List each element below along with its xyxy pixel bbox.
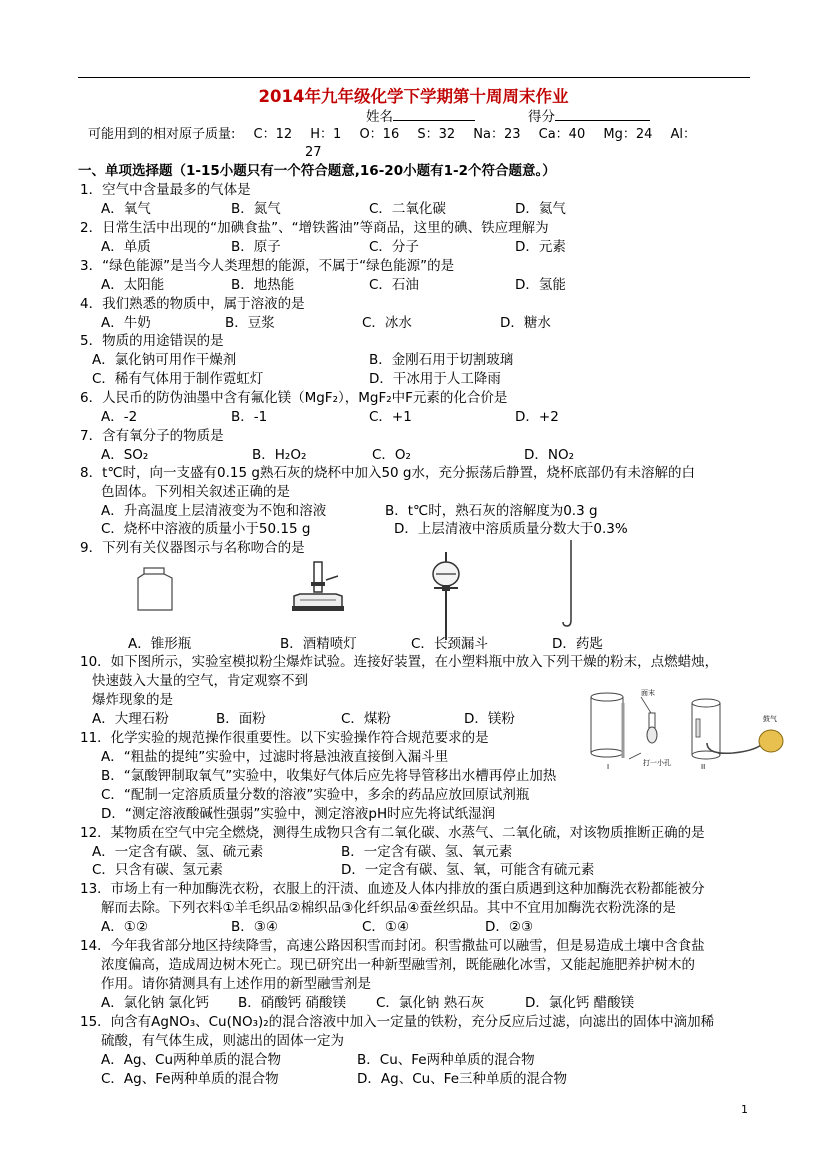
option-b: B．一定含有碳、氢、氧元素 [341,844,513,860]
section-heading: 一、单项选择题（1-15小题只有一个符合题意,16-20小题有1-2个符合题意。） [78,163,556,179]
option-a: A．锥形瓶 [128,636,192,652]
question-stem: 10．如下图所示，实验室模拟粉尘爆炸试验。连接好装置，在小塑料瓶中放入下列干燥的粉末，点燃蜡烛， [80,654,719,670]
option-d: D．NO₂ [524,447,575,463]
option-b: B．硝酸钙 硝酸镁 [238,995,347,1011]
option-b: B．t℃时，熟石灰的溶解度为0.3 g [385,503,598,519]
option-b: B．酒精喷灯 [280,636,357,652]
dust-explosion-figure [583,683,793,773]
option-d: D．药匙 [552,636,603,652]
figure-label-powder: 面末 [641,689,655,697]
option-c: C．O₂ [372,447,411,463]
header-rule [78,77,750,78]
option-a: A．大理石粉 [92,711,169,727]
option-b: B．面粉 [216,711,266,727]
option-c: C．稀有气体用于制作霓虹灯 [92,371,264,387]
question-stem-cont: 硫酸，有气体生成，则滤出的固体一定为 [101,1033,344,1049]
option-b: B．原子 [231,239,281,255]
option-b: B．③④ [231,919,278,935]
option-a: A．单质 [101,239,151,255]
option-d: D．②③ [485,919,534,935]
option-b: B．H₂O₂ [252,447,307,463]
name-field: 姓名 [366,107,475,126]
option-c: C．长颈漏斗 [411,636,488,652]
option-d: D．一定含有碳、氢、氧，可能含有硫元素 [341,862,595,878]
option-d: D．+2 [515,409,559,425]
question-stem: 4．我们熟悉的物质中，属于溶液的是 [80,296,305,312]
option-c: C．煤粉 [341,711,391,727]
option-a: A．Ag、Cu两种单质的混合物 [101,1052,282,1068]
option-c: C．冰水 [362,315,412,331]
question-stem-cont: 浓度偏高，造成周边树木死亡。现已研究出一种新型融雪剂，既能融化冰雪，又能起施肥养护树木的 [101,957,695,973]
option-d: D．氢能 [515,277,566,293]
atomic-masses-cont: 27 [305,145,322,160]
score-blank [555,107,650,121]
question-stem-cont: 爆炸现象的是 [92,692,173,708]
question-stem: 14．今年我省部分地区持续降雪，高速公路因积雪而封闭。积雪撒盐可以融雪，但是易造成土壤中含食盐 [80,938,705,954]
option-a: A．升高温度上层清液变为不饱和溶液 [101,503,327,519]
funnel-figure [428,552,464,644]
option-d: D．镁粉 [464,711,515,727]
question-stem-cont: 作用。请你猜测具有上述作用的新型融雪剂是 [101,976,371,992]
option-c: C．只含有碳、氢元素 [92,862,223,878]
option-c: C．“配制一定溶质质量分数的溶液”实验中，多余的药品应放回原试剂瓶 [101,787,530,803]
figure-label-II: II [701,763,706,771]
option-d: D．Ag、Cu、Fe三种单质的混合物 [357,1071,568,1087]
question-stem-cont: 快速鼓入大量的空气，肯定观察不到 [92,673,308,689]
option-a: A．一定含有碳、氢、硫元素 [92,844,264,860]
option-c: C．Ag、Fe两种单质的混合物 [101,1071,279,1087]
name-blank [393,107,475,121]
option-c: C．+1 [369,409,412,425]
question-stem: 11．化学实验的规范操作很重要性。以下实验操作符合规范要求的是 [80,730,489,746]
question-stem: 3．“绿色能源”是当今人类理想的能源，不属于“绿色能源”的是 [80,258,455,274]
option-d: D．糖水 [500,315,551,331]
question-stem-cont: 解而去除。下列衣料①羊毛织品②棉织品③化纤织品④蚕丝织品。其中不宜用加酶洗衣粉洗涤的是 [101,900,676,916]
option-a: A．①② [101,919,148,935]
page-title: 2014年九年级化学下学期第十周周末作业 [258,87,569,106]
figure-label-hole: 打一小孔 [643,759,671,767]
option-c: C．石油 [369,277,419,293]
option-a: A．“粗盐的提纯”实验中，过滤时将悬浊液直接倒入漏斗里 [101,749,449,765]
option-d: D．“测定溶液酸碱性强弱”实验中，测定溶液pH时应先将试纸湿润 [101,806,496,822]
question-stem-cont: 色固体。下列相关叙述正确的是 [101,484,290,500]
option-d: D．干冰用于人工降雨 [369,371,501,387]
figure-label-I: I [607,763,610,771]
option-a: A．牛奶 [101,315,151,331]
option-b: B．“氯酸钾制取氧气”实验中，收集好气体后应先将导管移出水槽再停止加热 [101,768,557,784]
option-b: B．地热能 [231,277,295,293]
question-stem: 12．某物质在空气中完全燃烧，测得生成物只含有二氧化碳、水蒸气、二氧化硫，对该物质推断正确的是 [80,825,705,841]
question-stem: 2．日常生活中出现的“加碘食盐”、“增铁酱油”等商品，这里的碘、铁应理解为 [80,220,549,236]
score-field: 得分 [528,107,650,126]
option-d: D．氯化钙 醋酸镁 [525,995,635,1011]
option-b: B．豆浆 [225,315,275,331]
option-c: C．二氧化碳 [369,201,446,217]
option-b: B．氮气 [231,201,281,217]
figure-label-gas: 鼓气 [763,715,777,723]
option-a: A．氯化钠 氯化钙 [101,995,210,1011]
reagent-bottle-figure [130,566,180,614]
option-a: A．-2 [101,409,138,425]
question-stem: 7．含有氧分子的物质是 [80,428,224,444]
option-a: A．氧气 [101,201,151,217]
option-b: B．金刚石用于切割玻璃 [369,352,514,368]
option-b: B．Cu、Fe两种单质的混合物 [357,1052,535,1068]
option-c: C．分子 [369,239,419,255]
spoon-figure [560,538,582,630]
option-a: A．SO₂ [101,447,149,463]
question-stem: 15．向含有AgNO₃、Cu(NO₃)₂的混合溶液中加入一定量的铁粉，充分反应后过滤，向滤出的固体中滴加稀 [80,1014,715,1030]
question-stem: 9．下列有关仪器图示与名称吻合的是 [80,540,305,556]
option-c: C．①④ [362,919,410,935]
atomic-masses: 可能用到的相对原子质量: C：12 H：1 O：16 S：32 Na：23 Ca：40 Mg：24 Al： [88,127,697,142]
alcohol-lamp-figure [286,560,350,616]
page-number: 1 [741,1103,748,1116]
question-stem: 13．市场上有一种加酶洗衣粉，衣服上的汗渍、血迹及人体内排放的蛋白质遇到这种加酶洗衣粉都能被分 [80,881,705,897]
option-c: C．氯化钠 熟石灰 [376,995,485,1011]
question-stem: 6．人民币的防伪油墨中含有氟化镁（MgF₂），MgF₂中F元素的化合价是 [80,390,508,406]
question-stem: 5．物质的用途错误的是 [80,333,224,349]
option-a: A．氯化钠可用作干燥剂 [92,352,237,368]
question-stem: 8．t℃时，向一支盛有0.15 g熟石灰的烧杯中加入50 g水，充分振荡后静置，烧杯底部仍有未溶解的白 [80,465,696,481]
option-d: D．元素 [515,239,566,255]
option-a: A．太阳能 [101,277,165,293]
option-c: C．烧杯中溶液的质量小于50.15 g [101,521,311,537]
option-d: D．氦气 [515,201,566,217]
option-d: D．上层清液中溶质质量分数大于0.3% [394,521,628,537]
question-stem: 1．空气中含量最多的气体是 [80,182,251,198]
option-b: B．-1 [231,409,268,425]
